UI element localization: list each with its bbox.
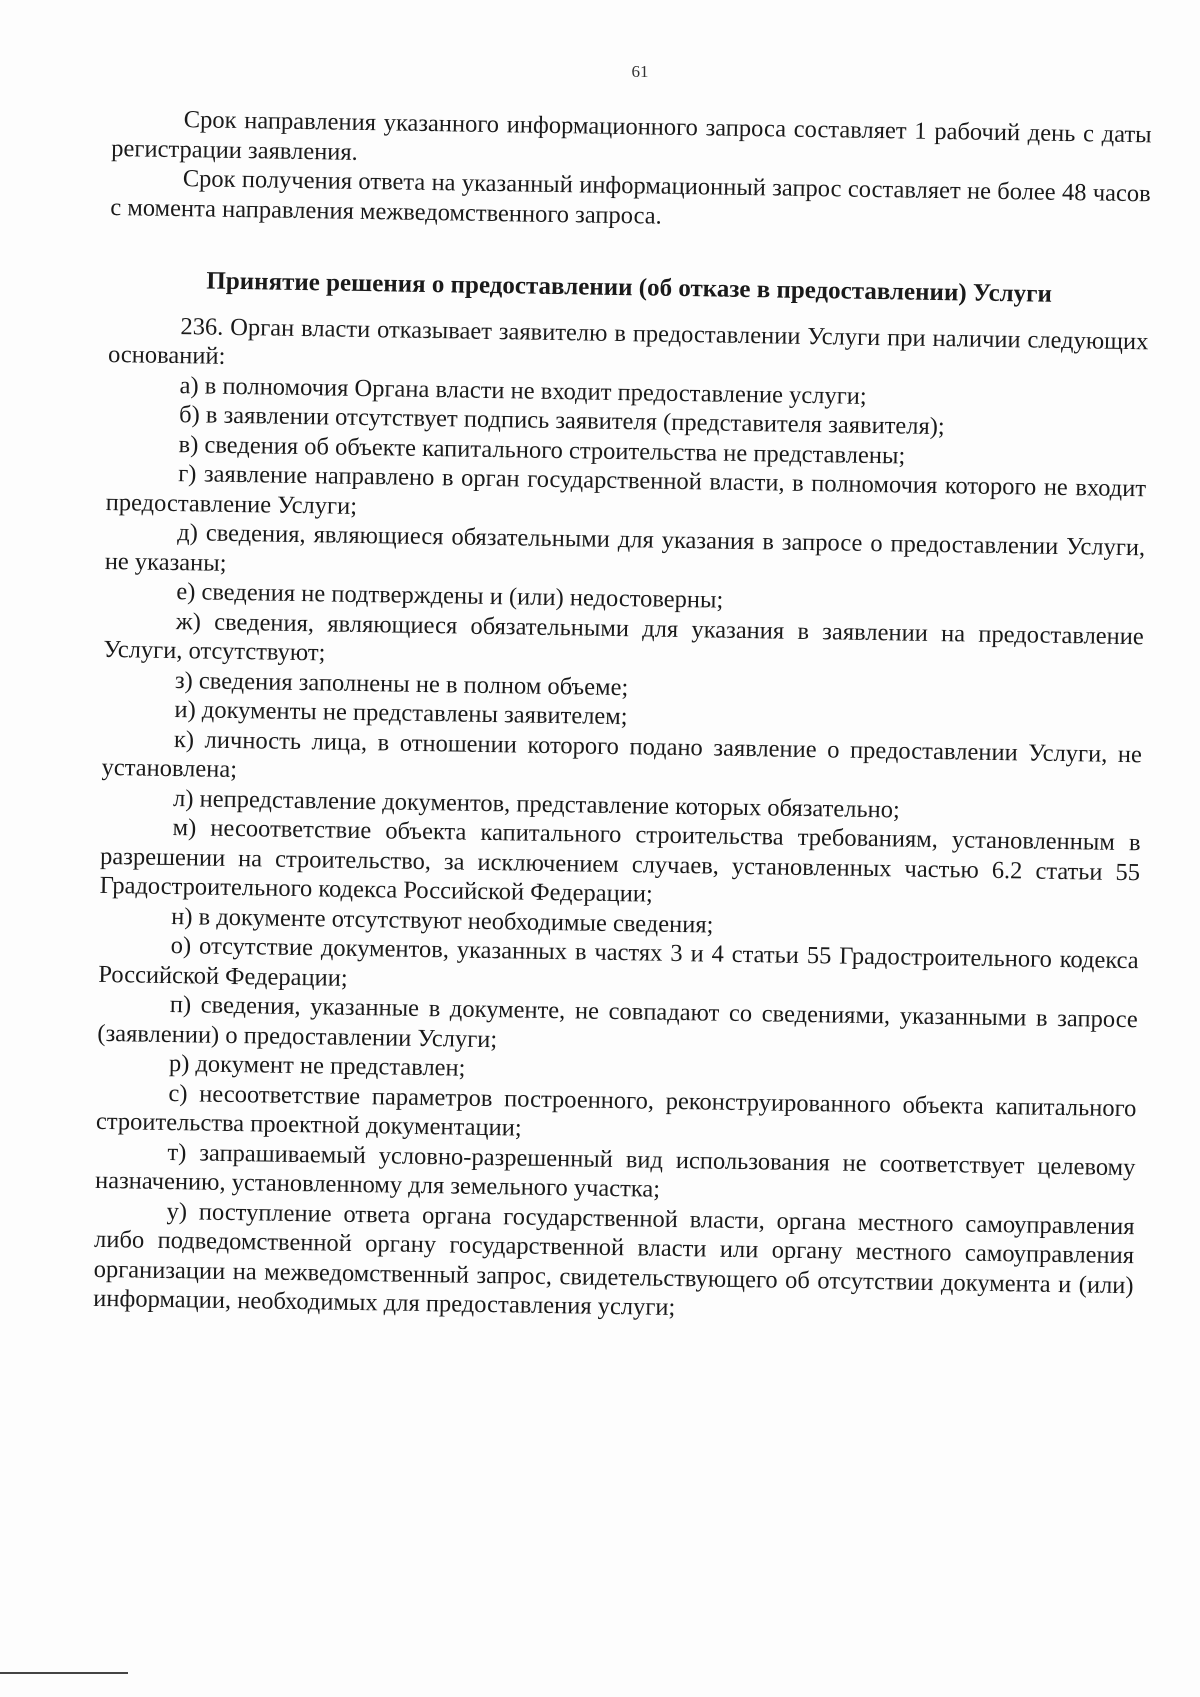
list-item-u: у) поступление ответа органа государственной власти, органа местного самоуправления либо подведомственной органу государственной власти или органу местного самоуправления организации на межведомственный запрос, свидетельствующего об отсутствии документа и (или) информации, необходимых для предоставления услуги; <box>93 1197 1135 1321</box>
list-item-g: г) заявление направлено в орган государственной власти, в полномочия которого не входит предоставление Услуги; <box>105 460 1147 520</box>
list-item-r: р) документ не представлен; <box>168 1050 466 1082</box>
list-item-o: о) отсутствие документов, указанных в частях 3 и 4 статьи 55 Градостроительного кодекса Российской Федерации; <box>98 932 1139 992</box>
list-item-v: в) сведения об объекте капитального строительства не представлены; <box>178 430 906 470</box>
document-body <box>93 104 1152 1330</box>
list-item-a: а) в полномочия Органа власти не входит предоставление услуги; <box>179 371 867 410</box>
page-number: 61 <box>631 62 649 81</box>
list-item-k: к) личность лица, в отношении которого подано заявление о предоставлении Услуги, не установлена; <box>101 725 1143 784</box>
list-item-i: и) документы не представлены заявителем; <box>174 696 628 731</box>
list-item-b: б) в заявлении отсутствует подпись заявителя (представителя заявителя); <box>178 401 945 441</box>
list-item-e: е) сведения не подтверждены и (или) недостоверны; <box>176 578 724 614</box>
list-item-n: н) в документе отсутствуют необходимые сведения; <box>171 902 714 939</box>
list-item-s: с) несоответствие параметров построенного, реконструированного объекта капитального строительства проектной документации; <box>95 1079 1137 1142</box>
list-item-t: т) запрашиваемый условно-разрешенный вид использования не соответствует целевому назначению, установленному для земельного участка; <box>94 1138 1136 1203</box>
intro-paragraph-2: Срок получения ответа на указанный информационный запрос составляет не более 48 часов с момента направления межведомственного запроса. <box>110 165 1151 230</box>
intro-paragraph-1: Срок направления указанного информационного запроса составляет 1 рабочий день с даты регистрации заявления. <box>111 106 1152 166</box>
clause-236-intro: 236. Орган власти отказывает заявителю в предоставлении Услуги при наличии следующих оснований: <box>107 312 1149 370</box>
list-item-z: з) сведения заполнены не в полном объеме; <box>174 666 629 701</box>
list-item-d: д) сведения, являющиеся обязательными для указания в запросе о предоставлении Услуги, не указаны; <box>104 519 1146 577</box>
section-heading: Принятие решения о предоставлении (об отказе в предоставлении) Услуги <box>206 267 1053 308</box>
list-item-p: п) сведения, указанные в документе, не совпадают со сведениями, указанными в запросе (заявлении) о предоставлении Услуги; <box>97 991 1138 1053</box>
list-item-zh: ж) сведения, являющиеся обязательными для указания в заявлении на предоставление Услуги, отсутствуют; <box>103 607 1144 667</box>
list-item-m: м) несоответствие объекта капитального строительства требованиям, установленным в разрешении на строительство, за исключением случаев, установленных частью 6.2 статьи 55 Градостроительного кодекса Российской Федерации; <box>99 814 1141 908</box>
list-item-l: л) непредставление документов, представление которых обязательно; <box>172 784 901 823</box>
footnote-divider <box>0 1672 128 1674</box>
